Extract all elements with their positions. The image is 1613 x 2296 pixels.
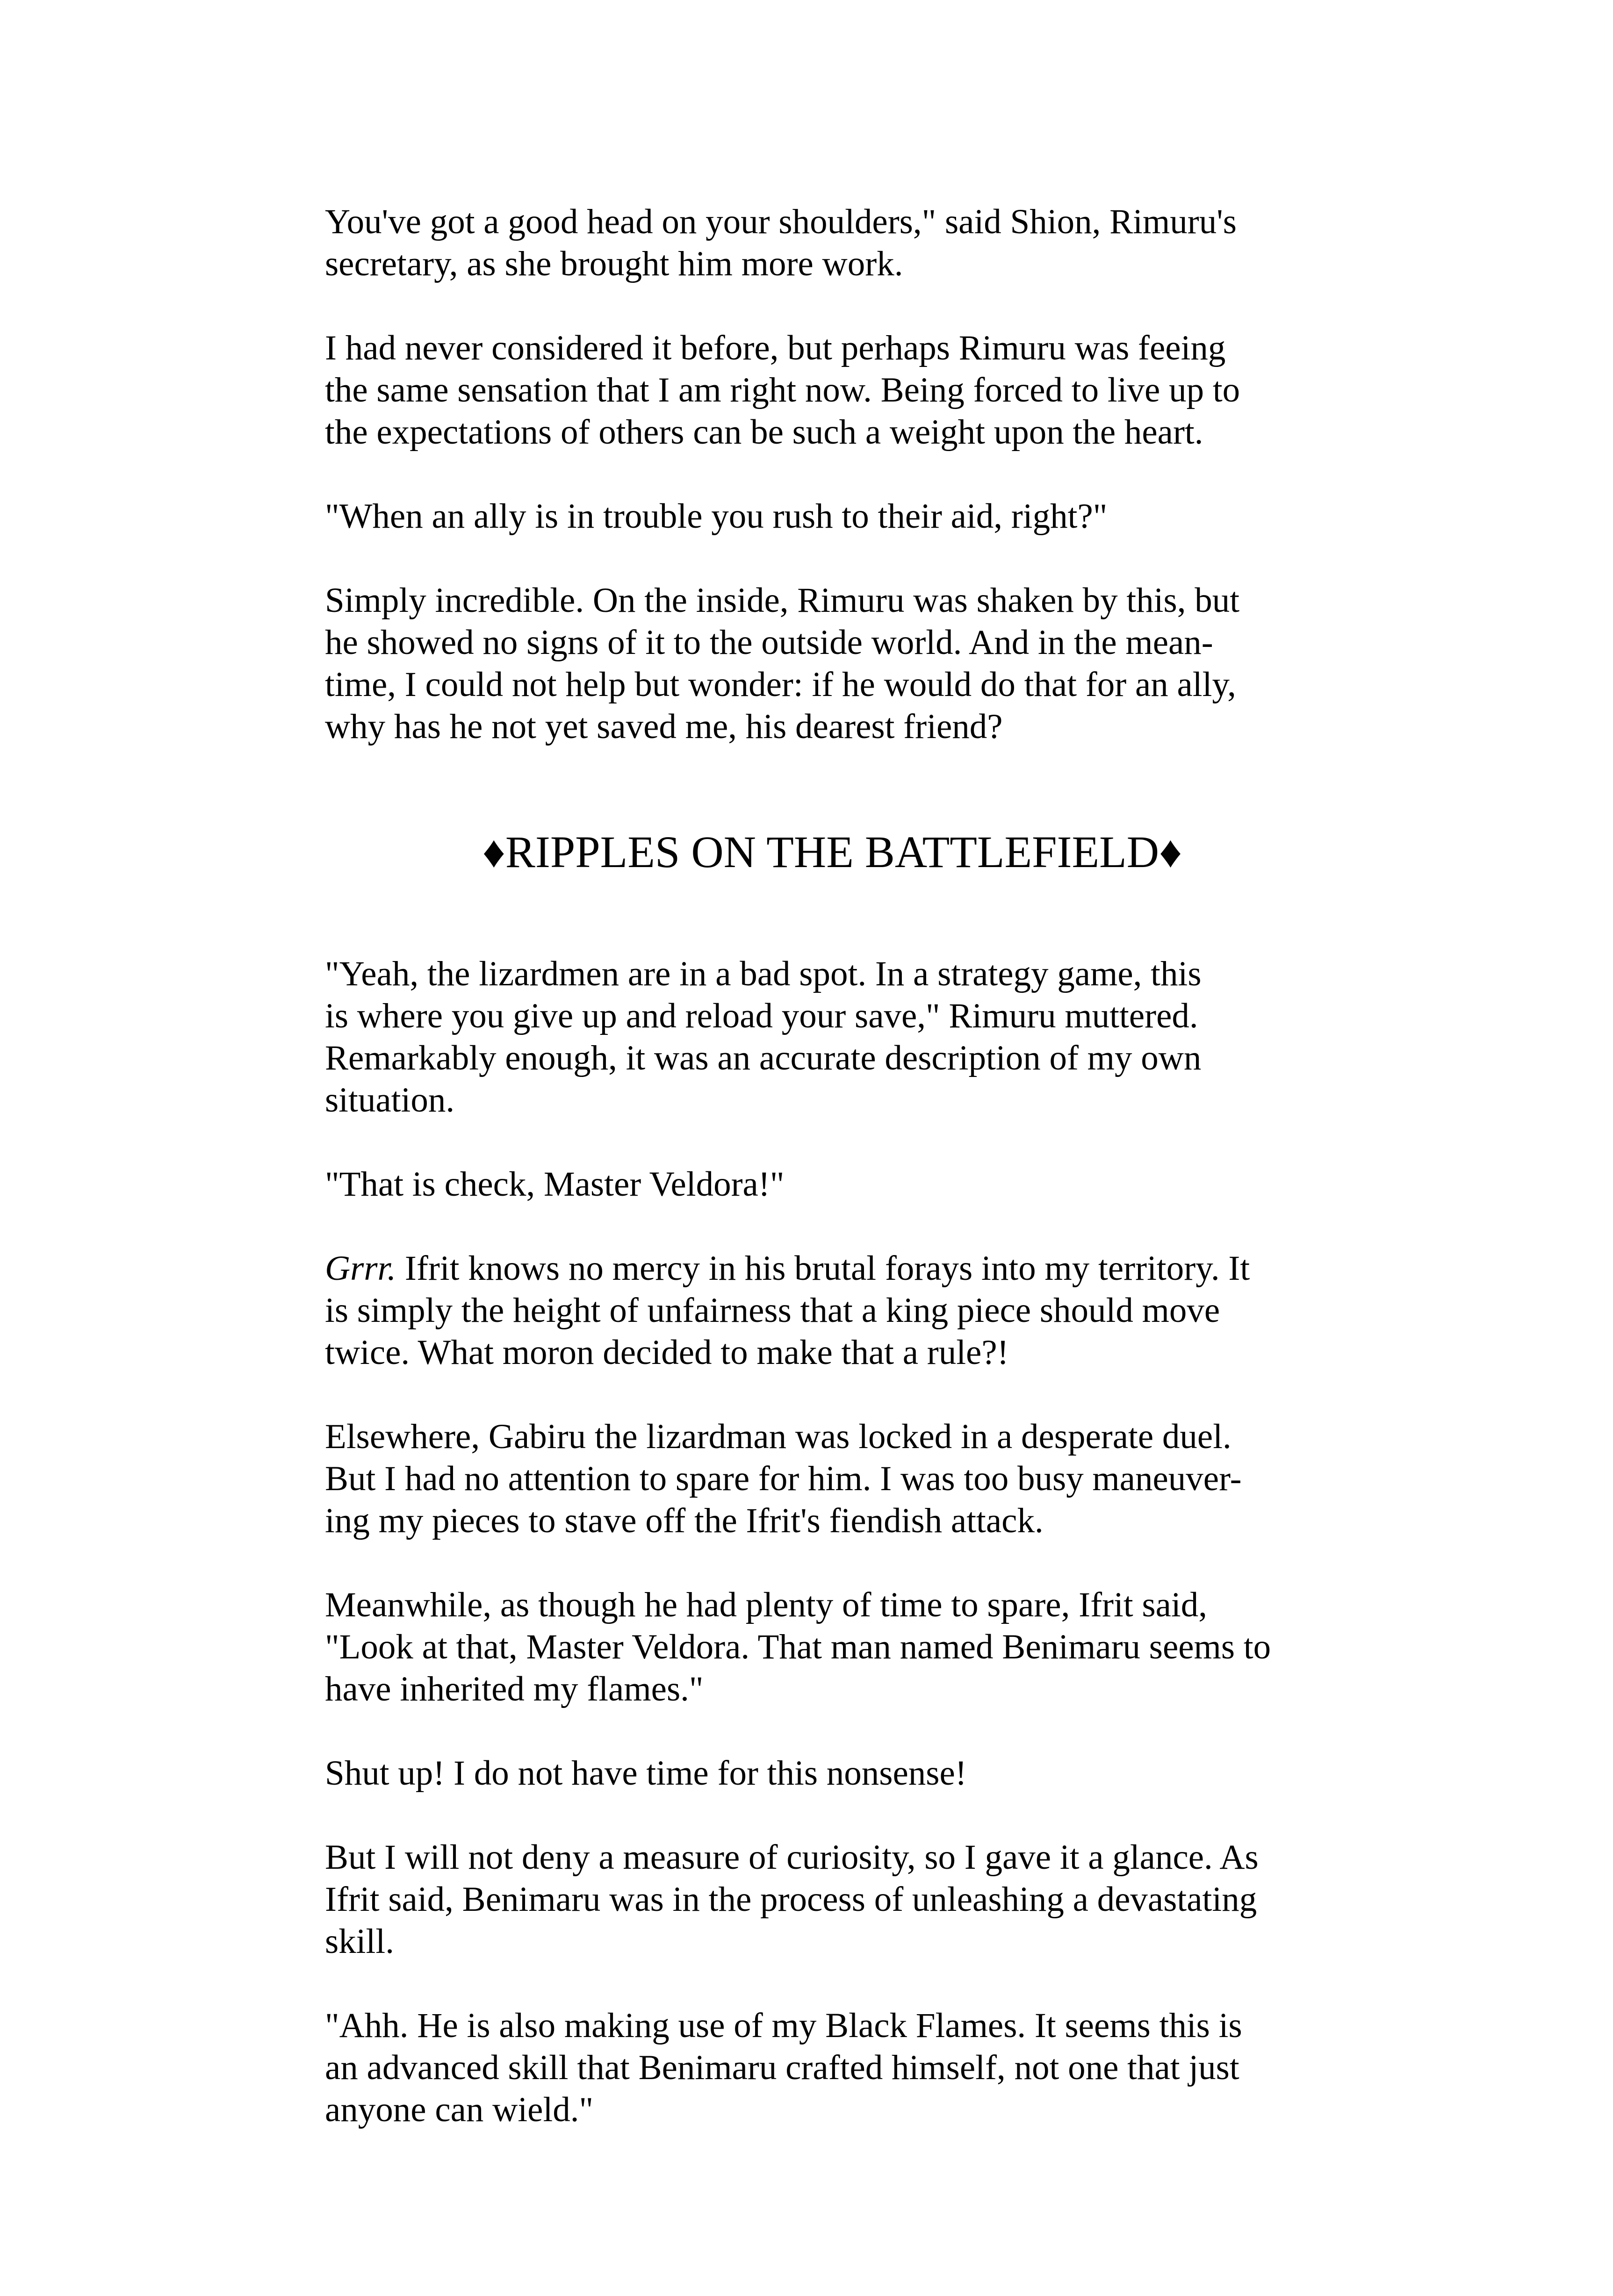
text-line: the expectations of others can be such a weight upon the heart.: [325, 413, 1203, 452]
text-line: twice. What moron decided to make that a rule?!: [325, 1333, 1009, 1372]
text-line: ing my pieces to stave off the Ifrit's fiendish attack.: [325, 1501, 1044, 1540]
text-line: "That is check, Master Veldora!": [325, 1165, 785, 1204]
text-line: time, I could not help but wonder: if he would do that for an ally,: [325, 665, 1236, 704]
text-line: is where you give up and reload your save," Rimuru muttered.: [325, 997, 1198, 1035]
text-line: have inherited my flames.": [325, 1670, 704, 1708]
chapter-heading: [325, 827, 1339, 877]
diamond-ornament-left-icon: ♦: [482, 827, 505, 877]
paragraph-12: [325, 2005, 1339, 2131]
text-line: anyone can wield.": [325, 2090, 594, 2129]
paragraph-4: [325, 580, 1339, 748]
text-line: But I had no attention to spare for him. I was too busy maneuver-: [325, 1459, 1242, 1498]
diamond-ornament-right-icon: ♦: [1159, 827, 1182, 877]
paragraph-7: [325, 1248, 1339, 1374]
text-line: why has he not yet saved me, his dearest friend?: [325, 707, 1003, 746]
text-line: I had never considered it before, but perhaps Rimuru was feeing: [325, 329, 1226, 367]
text-line: Shut up! I do not have time for this nonsense!: [325, 1754, 967, 1793]
paragraph-8: [325, 1416, 1339, 1542]
text-line: "Look at that, Master Veldora. That man named Benimaru seems to: [325, 1628, 1271, 1666]
paragraph-5: [325, 953, 1339, 1121]
chapter-heading-text: RIPPLES ON THE BATTLEFIELD: [505, 827, 1159, 877]
paragraph-3: [325, 495, 1339, 538]
text-line: [325, 1248, 1339, 1290]
text-line: Ifrit said, Benimaru was in the process of unleashing a devastating: [325, 1880, 1257, 1919]
paragraph-10: [325, 1752, 1339, 1794]
text-line: "Ahh. He is also making use of my Black Flames. It seems this is: [325, 2006, 1242, 2045]
text-line: the same sensation that I am right now. Being forced to live up to: [325, 371, 1240, 409]
paragraph-6: [325, 1163, 1339, 1205]
text-line: Simply incredible. On the inside, Rimuru was shaken by this, but: [325, 581, 1240, 620]
text-line: You've got a good head on your shoulders," said Shion, Rimuru's: [325, 202, 1237, 241]
text-line: "Yeah, the lizardmen are in a bad spot. In a strategy game, this: [325, 954, 1202, 993]
text-line: an advanced skill that Benimaru crafted himself, not one that just: [325, 2048, 1239, 2087]
text-line: "When an ally is in trouble you rush to their aid, right?": [325, 497, 1108, 536]
text-line: secretary, as she brought him more work.: [325, 244, 903, 283]
text-line: situation.: [325, 1081, 455, 1119]
text-line: Meanwhile, as though he had plenty of time to spare, Ifrit said,: [325, 1586, 1208, 1624]
paragraph-1: [325, 201, 1339, 285]
text-line: But I will not deny a measure of curiosity, so I gave it a glance. As: [325, 1838, 1259, 1877]
text-line: he showed no signs of it to the outside world. And in the mean-: [325, 623, 1213, 662]
text-line: is simply the height of unfairness that a king piece should move: [325, 1291, 1220, 1330]
paragraph-11: [325, 1837, 1339, 1963]
paragraph-2: [325, 327, 1339, 453]
italic-lead: Grrr.: [325, 1249, 396, 1288]
text-column: [325, 201, 1339, 2173]
paragraph-9: [325, 1584, 1339, 1710]
text-line-rest: Ifrit knows no mercy in his brutal forays into my territory. It: [404, 1249, 1250, 1288]
text-line: skill.: [325, 1922, 394, 1961]
text-line: Remarkably enough, it was an accurate description of my own: [325, 1039, 1202, 1077]
text-line: Elsewhere, Gabiru the lizardman was locked in a desperate duel.: [325, 1417, 1231, 1456]
